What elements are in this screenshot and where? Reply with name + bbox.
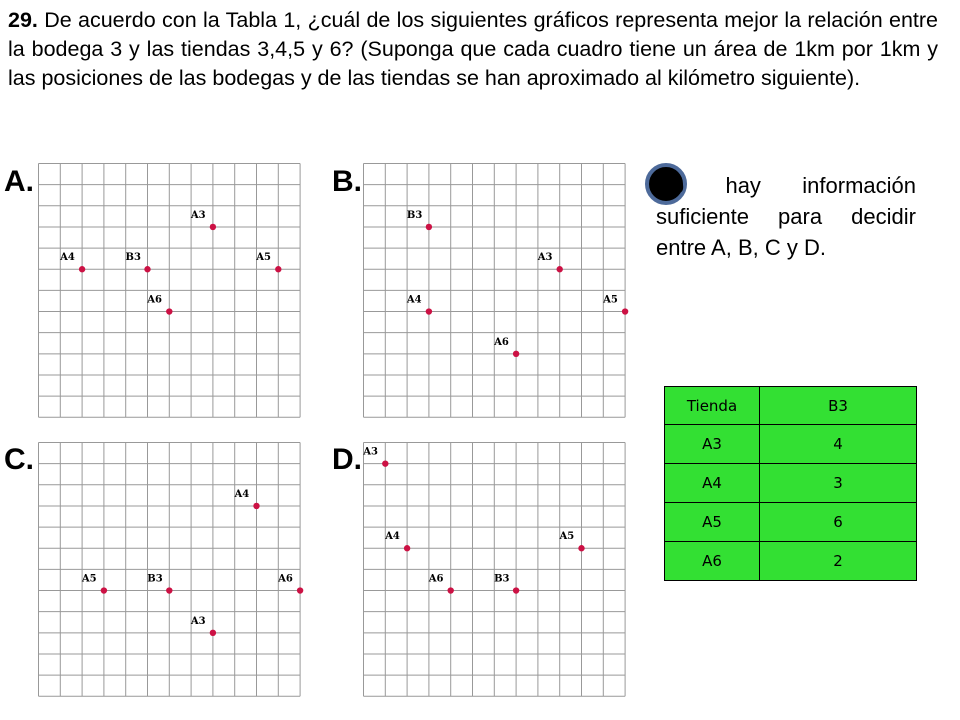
- point-a4: [79, 266, 85, 272]
- table-cell: 3: [760, 464, 917, 503]
- table-row: [665, 542, 917, 581]
- table-row: [665, 464, 917, 503]
- point-a3: [557, 266, 563, 272]
- question-body: De acuerdo con la Tabla 1, ¿cuál de los siguientes gráficos representa mejor la relación entre la bodega 3 y las tiendas 3,4,5 y 6? (Suponga que cada cuadro tiene un área de 1km por 1km y las posiciones de las bodegas y de las tiendas se han aproximado al kilómetro siguiente).: [8, 8, 938, 90]
- point-a5: [622, 308, 628, 314]
- table-header: Tienda: [665, 387, 760, 425]
- table-header-row: [665, 387, 917, 425]
- point-a4: [404, 545, 410, 551]
- point-label-b3: B3: [125, 252, 141, 264]
- point-a3: [210, 224, 216, 230]
- point-b3: [144, 266, 150, 272]
- point-label-a5: A5: [256, 252, 272, 264]
- table-cell: 6: [760, 503, 917, 542]
- table-cell: A6: [665, 542, 760, 581]
- table-header: B3: [760, 387, 917, 425]
- table-row: [665, 503, 917, 542]
- point-a4: [253, 503, 259, 509]
- point-label-a6: A6: [494, 336, 509, 348]
- question-text: [8, 6, 938, 93]
- option-c-label[interactable]: C.: [4, 443, 34, 476]
- table-cell: A5: [665, 503, 760, 542]
- table-cell: 2: [760, 542, 917, 581]
- point-label-a3: A3: [190, 209, 206, 221]
- point-a5: [275, 266, 281, 272]
- option-d-label[interactable]: D.: [332, 443, 362, 476]
- option-a-grid[interactable]: [38, 163, 304, 419]
- option-a-label[interactable]: A.: [4, 165, 34, 198]
- point-label-b3: B3: [147, 573, 163, 585]
- table-row: [665, 425, 917, 464]
- point-label-a6: A6: [278, 573, 293, 585]
- point-label-a4: A4: [60, 252, 75, 264]
- point-label-a3: A3: [190, 615, 206, 627]
- point-b3: [513, 587, 519, 593]
- point-a6: [448, 587, 454, 593]
- point-label-a5: A5: [603, 294, 618, 306]
- option-e-text[interactable]: No hay información suficiente para decidir entre A, B, C y D.: [656, 173, 916, 260]
- point-label-a5: A5: [81, 573, 97, 585]
- point-label-a4: A4: [385, 531, 400, 543]
- distance-table: [664, 386, 917, 581]
- point-a4: [426, 308, 432, 314]
- point-label-a5: A5: [559, 531, 575, 543]
- point-label-a3: A3: [537, 252, 553, 264]
- point-a3: [382, 460, 388, 466]
- point-label-b3: B3: [406, 209, 423, 221]
- table-cell: 4: [760, 425, 917, 464]
- option-b-grid[interactable]: [363, 163, 629, 419]
- point-b3: [426, 224, 432, 230]
- point-label-b3: B3: [494, 573, 510, 585]
- point-a5: [578, 545, 584, 551]
- option-c-grid[interactable]: [38, 442, 304, 698]
- option-d-grid[interactable]: [363, 442, 629, 698]
- table-cell: A4: [665, 464, 760, 503]
- point-label-a4: A4: [234, 488, 250, 500]
- question-number: 29.: [8, 8, 38, 32]
- point-label-a3: A3: [363, 446, 379, 458]
- point-label-a4: A4: [406, 294, 422, 306]
- point-a5: [101, 587, 107, 593]
- option-b-label[interactable]: B.: [332, 165, 362, 198]
- point-a6: [297, 587, 303, 593]
- point-label-a6: A6: [147, 294, 163, 306]
- point-b3: [166, 587, 172, 593]
- point-a6: [513, 351, 519, 357]
- point-a3: [210, 630, 216, 636]
- table-cell: A3: [665, 425, 760, 464]
- point-label-a6: A6: [428, 573, 444, 585]
- point-a6: [166, 308, 172, 314]
